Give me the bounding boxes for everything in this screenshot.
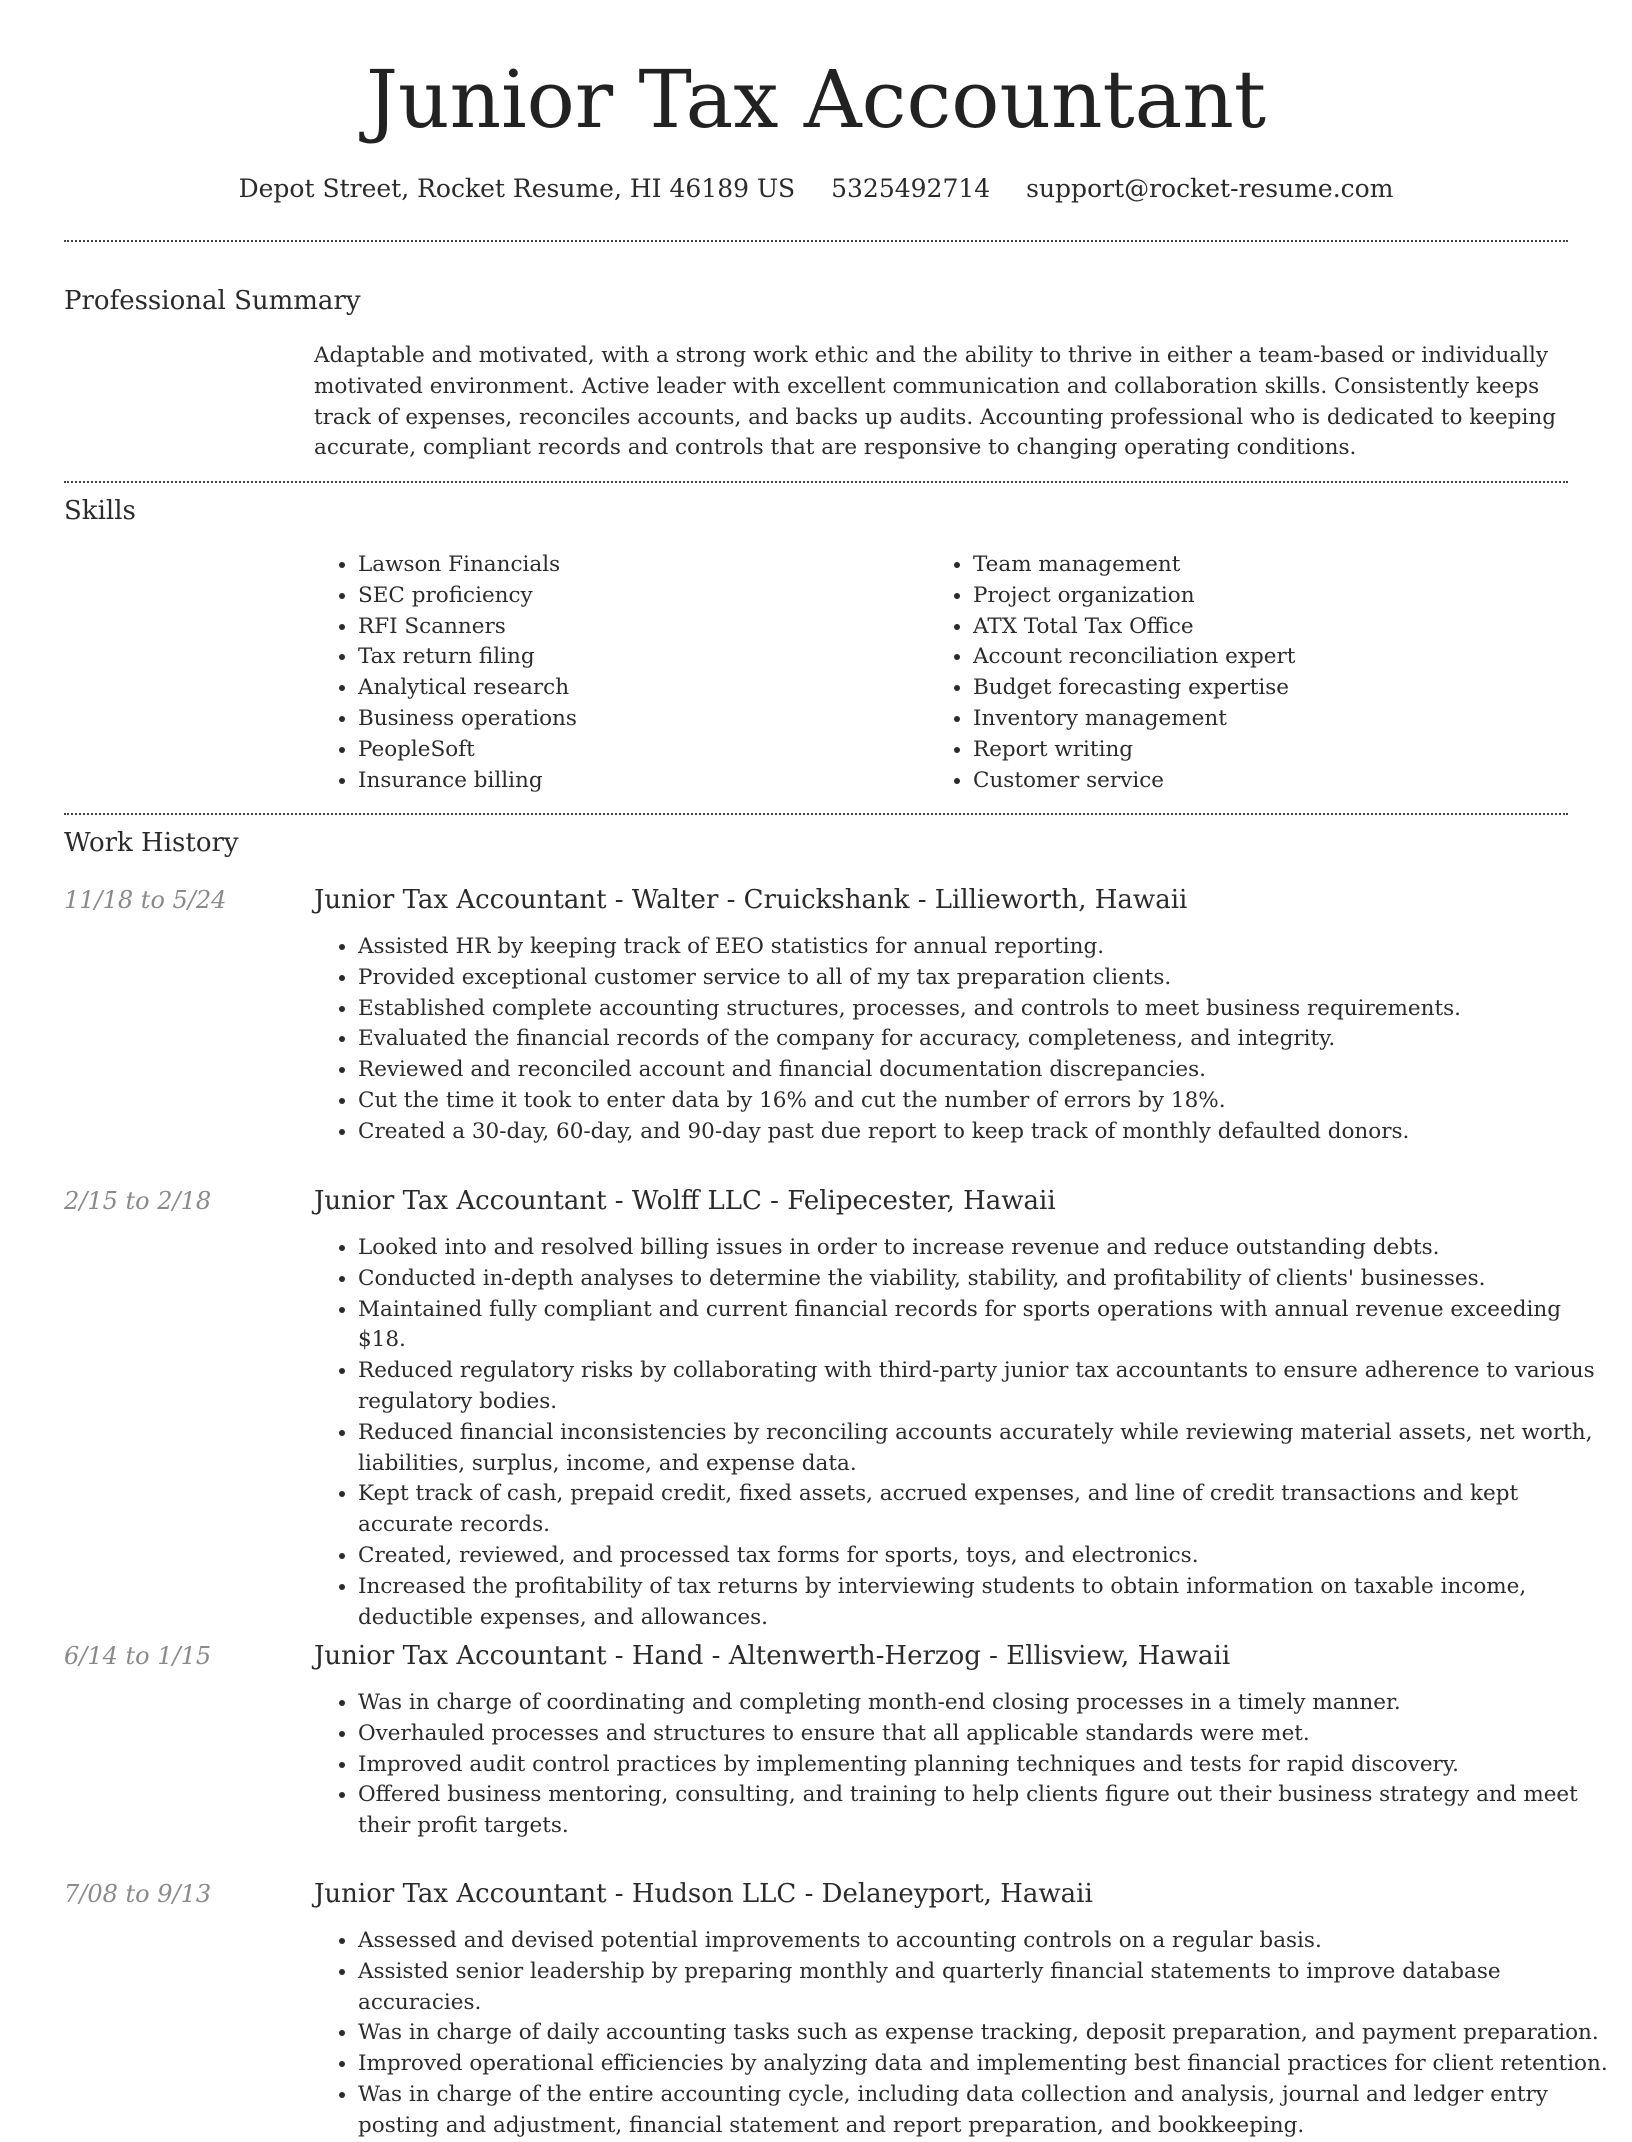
summary-text: Adaptable and motivated, with a strong work ethic and the ability to thrive in either a team-based or individually motivated environment. Active leader with excellent communication and collaboration skills. Consistently keeps track of expenses, reconciles accounts, and backs up audits. Accounting professional who is dedicated to keeping accurate, compliant records and controls that are responsive to changing operating conditions. bbox=[314, 343, 1556, 461]
job-bullet: • Assessed and devised potential improvements to accounting controls on a regular basis. bbox=[358, 1926, 1614, 1957]
job-bullet: • Increased the profitability of tax returns by interviewing students to obtain information on taxable income, deductible expenses, and allowances. bbox=[358, 1572, 1614, 1634]
skill-item: • RFI Scanners bbox=[358, 612, 577, 643]
job-bullet: • Provided exceptional customer service to all of my tax preparation clients. bbox=[358, 963, 1614, 994]
job-dates: 2/15 to 2/18 bbox=[64, 1187, 212, 1215]
job-bullets bbox=[314, 1233, 1614, 1633]
skill-item: • Account reconciliation expert bbox=[973, 642, 1295, 673]
job-title: Junior Tax Accountant - Hand - Altenwerth-Herzog - Ellisview, Hawaii bbox=[314, 1641, 1231, 1671]
skill-item: • Tax return filing bbox=[358, 642, 577, 673]
skill-item: • Insurance billing bbox=[358, 766, 577, 797]
job-bullet: • Reduced financial inconsistencies by reconciling accounts accurately while reviewing material assets, net worth, liabilities, surplus, income, and expense data. bbox=[358, 1418, 1614, 1480]
skill-item: • PeopleSoft bbox=[358, 735, 577, 766]
skill-item: • Analytical research bbox=[358, 673, 577, 704]
job-dates: 7/08 to 9/13 bbox=[64, 1880, 212, 1908]
job-bullet: • Was in charge of the entire accounting cycle, including data collection and analysis, journal and ledger entry posting and adjustment, financial statement and report preparation, and bookkeeping. bbox=[358, 2080, 1614, 2142]
job-bullets bbox=[314, 1688, 1614, 1842]
skill-item: • ATX Total Tax Office bbox=[973, 612, 1295, 643]
job-bullet: • Was in charge of coordinating and completing month-end closing processes in a timely manner. bbox=[358, 1688, 1614, 1719]
section-divider bbox=[64, 240, 1568, 242]
job-title: Junior Tax Accountant - Wolff LLC - Felipecester, Hawaii bbox=[314, 1186, 1056, 1216]
job-dates: 6/14 to 1/15 bbox=[64, 1642, 212, 1670]
contact-line bbox=[0, 172, 1632, 206]
job-bullet: • Overhauled processes and structures to ensure that all applicable standards were met. bbox=[358, 1719, 1614, 1750]
section-divider bbox=[64, 481, 1568, 483]
skills-list-left bbox=[314, 550, 577, 796]
job-bullet: • Improved operational efficiencies by analyzing data and implementing best financial practices for client retention. bbox=[358, 2049, 1614, 2080]
skill-item: • Inventory management bbox=[973, 704, 1295, 735]
job-bullet: • Maintained fully compliant and current financial records for sports operations with annual revenue exceeding $18. bbox=[358, 1295, 1614, 1357]
resume-name: Junior Tax Accountant bbox=[365, 53, 1267, 146]
job-bullet: • Created a 30-day, 60-day, and 90-day past due report to keep track of monthly defaulted donors. bbox=[358, 1117, 1614, 1148]
skill-item: • Business operations bbox=[358, 704, 577, 735]
job-title: Junior Tax Accountant - Hudson LLC - Delaneyport, Hawaii bbox=[314, 1879, 1093, 1909]
skill-item: • Customer service bbox=[973, 766, 1295, 797]
skills-heading: Skills bbox=[64, 496, 136, 526]
skill-item: • Report writing bbox=[973, 735, 1295, 766]
job-dates: 11/18 to 5/24 bbox=[64, 886, 227, 914]
contact-email: support@rocket-resume.com bbox=[1026, 174, 1394, 203]
job-bullets bbox=[314, 1926, 1614, 2142]
contact-address: Depot Street, Rocket Resume, HI 46189 US bbox=[238, 174, 796, 203]
job-bullet: • Conducted in-depth analyses to determine the viability, stability, and profitability of clients' businesses. bbox=[358, 1264, 1614, 1295]
job-bullet: • Improved audit control practices by implementing planning techniques and tests for rapid discovery. bbox=[358, 1750, 1614, 1781]
work-history-heading: Work History bbox=[64, 828, 239, 858]
skill-item: • SEC proficiency bbox=[358, 581, 577, 612]
skill-item: • Team management bbox=[973, 550, 1295, 581]
job-bullet: • Assisted senior leadership by preparing monthly and quarterly financial statements to improve database accuracies. bbox=[358, 1957, 1614, 2019]
job-bullet: • Cut the time it took to enter data by 16% and cut the number of errors by 18%. bbox=[358, 1086, 1614, 1117]
summary-heading: Professional Summary bbox=[64, 286, 361, 316]
section-divider bbox=[64, 813, 1568, 815]
skill-item: • Project organization bbox=[973, 581, 1295, 612]
job-bullet: • Evaluated the financial records of the company for accuracy, completeness, and integrity. bbox=[358, 1024, 1614, 1055]
job-bullet: • Reviewed and reconciled account and financial documentation discrepancies. bbox=[358, 1055, 1614, 1086]
skill-item: • Budget forecasting expertise bbox=[973, 673, 1295, 704]
job-bullet: • Created, reviewed, and processed tax forms for sports, toys, and electronics. bbox=[358, 1541, 1614, 1572]
job-bullet: • Reduced regulatory risks by collaborating with third-party junior tax accountants to ensure adherence to various regulatory bodies. bbox=[358, 1356, 1614, 1418]
job-bullet: • Assisted HR by keeping track of EEO statistics for annual reporting. bbox=[358, 932, 1614, 963]
job-bullet: • Was in charge of daily accounting tasks such as expense tracking, deposit preparation, and payment preparation. bbox=[358, 2018, 1614, 2049]
skills-list-right bbox=[929, 550, 1295, 796]
job-bullet: • Looked into and resolved billing issues in order to increase revenue and reduce outstanding debts. bbox=[358, 1233, 1614, 1264]
contact-phone: 5325492714 bbox=[831, 174, 991, 203]
skill-item: • Lawson Financials bbox=[358, 550, 577, 581]
job-title: Junior Tax Accountant - Walter - Cruickshank - Lillieworth, Hawaii bbox=[314, 885, 1188, 915]
job-bullets bbox=[314, 932, 1614, 1148]
job-bullet: • Kept track of cash, prepaid credit, fixed assets, accrued expenses, and line of credit transactions and kept accurate records. bbox=[358, 1479, 1614, 1541]
job-bullet: • Established complete accounting structures, processes, and controls to meet business requirements. bbox=[358, 994, 1614, 1025]
job-bullet: • Offered business mentoring, consulting, and training to help clients figure out their business strategy and meet their profit targets. bbox=[358, 1780, 1614, 1842]
